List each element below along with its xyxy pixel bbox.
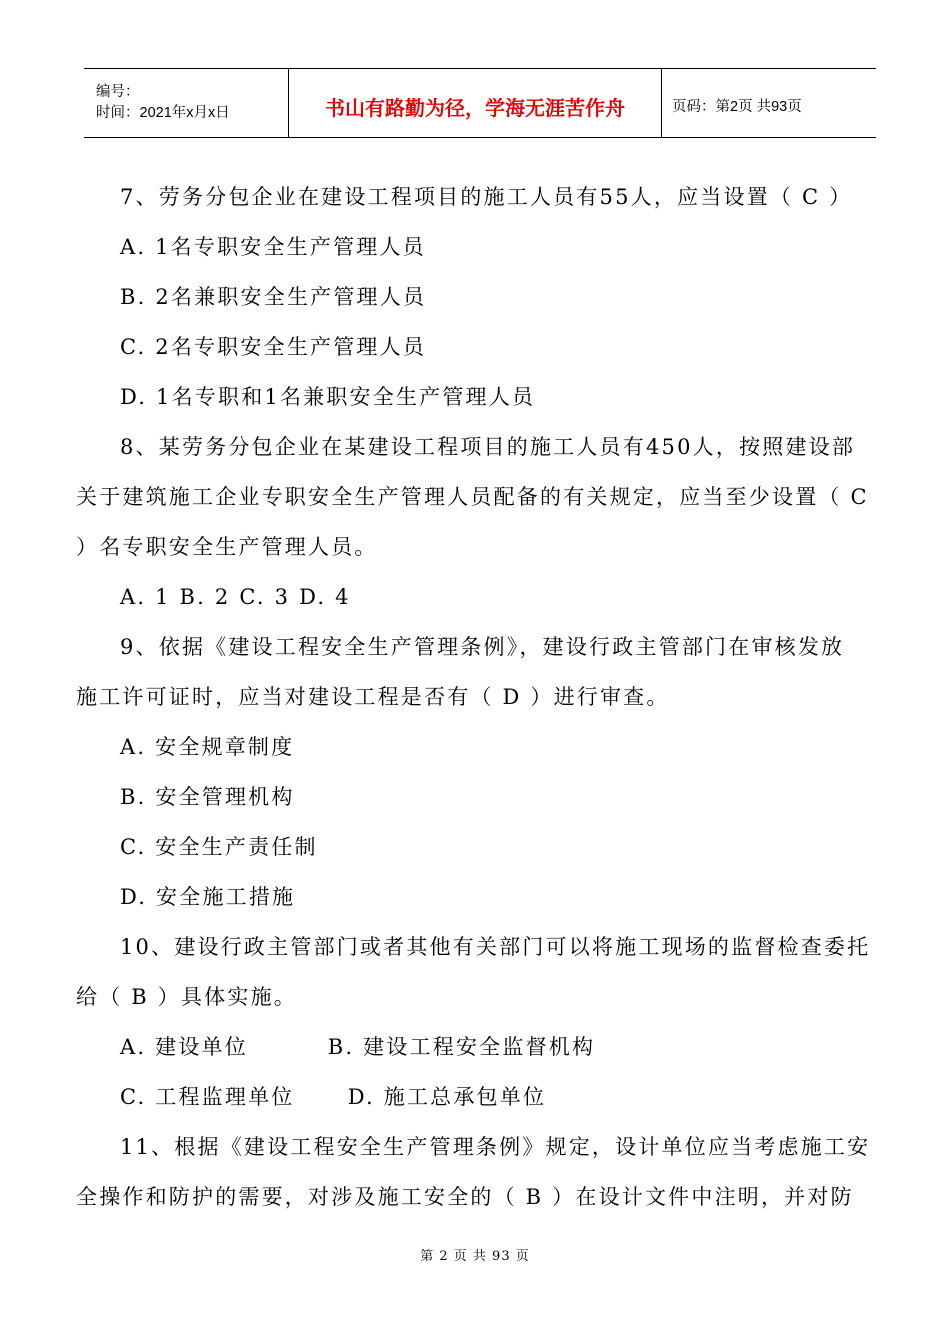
question-8-stem-line-3: ）名专职安全生产管理人员。 — [76, 535, 378, 559]
question-8-stem-line-1: 8、某劳务分包企业在某建设工程项目的施工人员有450人，按照建设部 — [120, 435, 856, 459]
question-10-stem-line-2: 给（ B ）具体实施。 — [76, 985, 297, 1009]
question-7-option-b: B. 2名兼职安全生产管理人员 — [120, 285, 427, 309]
question-9-option-b: B. 安全管理机构 — [120, 785, 295, 809]
question-10-options-cd: C. 工程监理单位 D. 施工总承包单位 — [120, 1085, 547, 1109]
question-9-option-a: A. 安全规章制度 — [120, 735, 295, 759]
document-number-label: 编号： — [96, 84, 140, 100]
question-7-option-d: D. 1名专职和1名兼职安全生产管理人员 — [120, 385, 536, 409]
question-7-stem: 7、劳务分包企业在建设工程项目的施工人员有55人，应当设置（ C ） — [120, 185, 853, 209]
document-body — [76, 172, 892, 1222]
question-7-option-c: C. 2名专职安全生产管理人员 — [120, 335, 427, 359]
header-page-label: 页码：第2页 共93页 — [672, 98, 802, 115]
question-8-stem-line-2: 关于建筑施工企业专职安全生产管理人员配备的有关规定，应当至少设置（ C — [76, 485, 869, 509]
question-11-stem-line-1: 11、根据《建设工程安全生产管理条例》规定，设计单位应当考虑施工安 — [120, 1135, 871, 1159]
header-meta — [84, 69, 288, 137]
question-10-options-ab: A. 建设单位 B. 建设工程安全监督机构 — [120, 1035, 596, 1059]
question-9-stem-line-1: 9、依据《建设工程安全生产管理条例》，建设行政主管部门在审核发放 — [120, 635, 845, 659]
question-8-options: A. 1 B. 2 C. 3 D. 4 — [120, 585, 351, 609]
question-9-option-d: D. 安全施工措施 — [120, 885, 296, 909]
question-9-option-c: C. 安全生产责任制 — [120, 835, 318, 859]
question-7-option-a: A. 1名专职安全生产管理人员 — [120, 235, 426, 259]
header-motto: 书山有路勤为径，学海无涯苦作舟 — [288, 69, 662, 137]
question-11-stem-line-2: 全操作和防护的需要，对涉及施工安全的（ B ）在设计文件中注明，并对防 — [76, 1185, 854, 1209]
question-9-stem-line-2: 施工许可证时，应当对建设工程是否有（ D ）进行审查。 — [76, 685, 670, 709]
page-footer: 第 2 页 共 93 页 — [420, 1249, 530, 1264]
document-time-label: 时间：2021年x月x日 — [96, 105, 230, 121]
page-header — [84, 68, 876, 138]
question-10-stem-line-1: 10、建设行政主管部门或者其他有关部门可以将施工现场的监督检查委托 — [120, 935, 871, 959]
